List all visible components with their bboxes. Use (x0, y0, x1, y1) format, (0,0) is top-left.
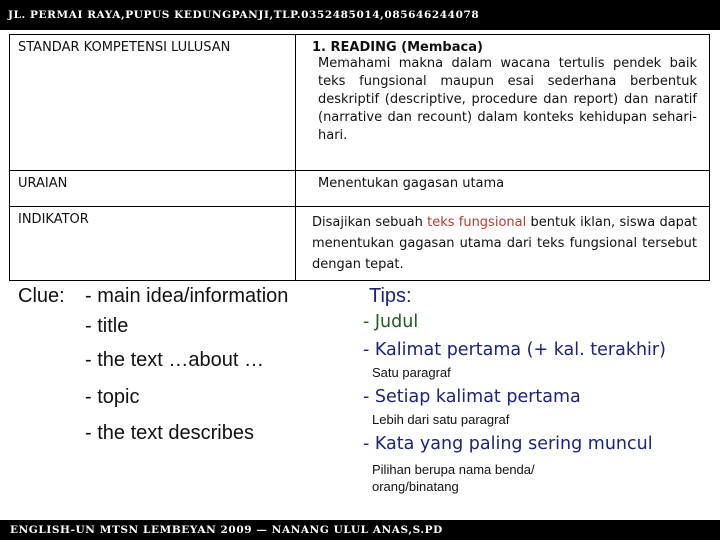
skl-cell (296, 35, 710, 171)
clue-item: - topic (85, 386, 140, 408)
uraian-label: URAIAN (10, 171, 296, 207)
table-row-uraian (10, 171, 710, 207)
indikator-highlight: teks fungsional (427, 215, 527, 230)
tip-note: Satu paragraf (372, 365, 451, 380)
clue-item: - main idea/information (85, 285, 289, 307)
indikator-post: bentuk iklan, siswa dapat menentukan gagasan utama dari teks fungsional tersebut dengan tepat. (312, 215, 697, 272)
header-bar (0, 0, 720, 30)
indikator-pre: Disajikan sebuah (312, 215, 428, 230)
uraian-value: Menentukan gagasan utama (296, 171, 710, 207)
tip-item: - Judul (363, 312, 419, 332)
skl-label: STANDAR KOMPETENSI LULUSAN (10, 35, 296, 171)
tip-item: - Kalimat pertama (+ kal. terakhir) (363, 340, 666, 360)
indikator-label: INDIKATOR (10, 207, 296, 281)
clue-label: Clue: (18, 285, 65, 307)
tip-item: - Kata yang paling sering muncul (363, 434, 653, 454)
indikator-value (296, 207, 710, 281)
clue-item: - title (85, 315, 129, 337)
footer-credit: ENGLISH-UN MTSN LEMBEYAN 2009 — NANANG ULUL ANAS,S.PD (10, 524, 443, 536)
table-row-indikator (10, 207, 710, 281)
tips-title: Tips: (369, 285, 412, 307)
skl-title: 1. READING (Membaca) (312, 40, 483, 55)
clue-item: - the text …about … (85, 349, 264, 371)
clue-item: - the text describes (85, 422, 254, 444)
footer-bar (0, 520, 720, 540)
tip-item: - Setiap kalimat pertama (363, 387, 581, 407)
info-table (9, 34, 710, 281)
tip-note: Pilihan berupa nama benda/ orang/binatang (372, 462, 535, 494)
header-address: JL. PERMAI RAYA,PUPUS KEDUNGPANJI,TLP.0352485014,085646244078 (8, 9, 480, 21)
tip-note: Lebih dari satu paragraf (372, 412, 510, 427)
skl-body: Memahami makna dalam wacana tertulis pendek baik teks fungsional maupun esai sederhana berbentuk deskriptif (descriptive, procedure dan report) dan naratif (narrative dan recount) dalam konteks kehidupan sehari-hari. (318, 56, 697, 143)
table-row-skl (10, 35, 710, 171)
